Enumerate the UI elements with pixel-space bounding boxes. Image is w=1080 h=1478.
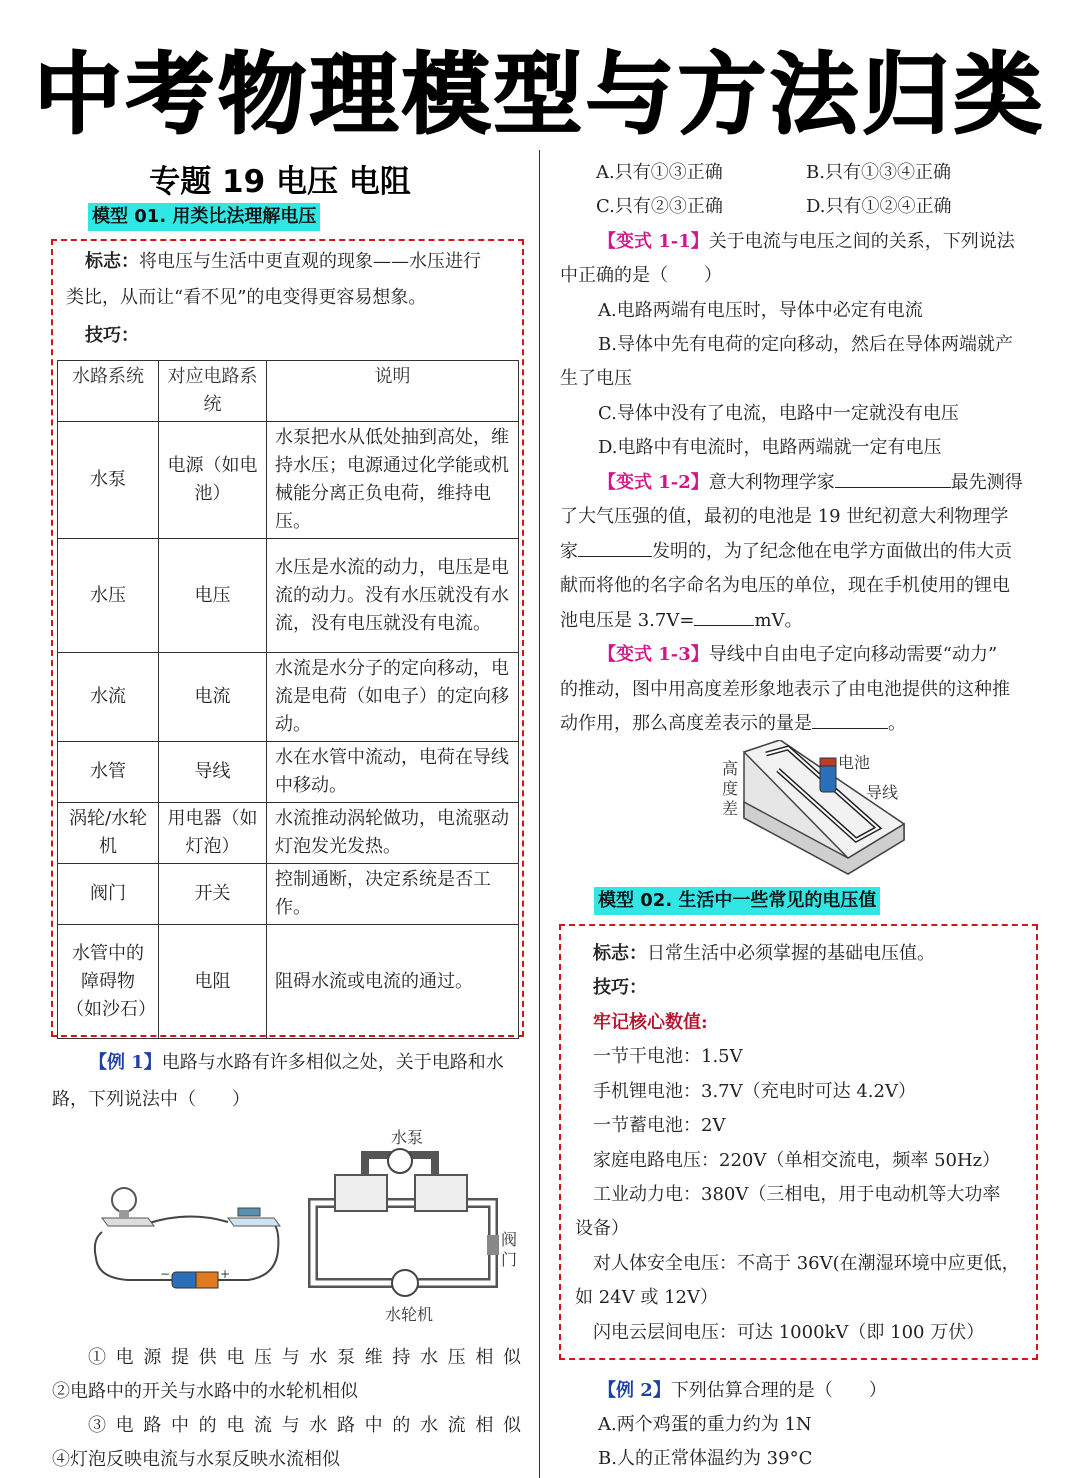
variant-1-2-text: 家 (560, 541, 578, 562)
variant-1-2-text: mV。 (754, 610, 803, 631)
valve-label-1: 阀 (501, 1230, 518, 1249)
option-c: C.只有②③正确 (596, 196, 723, 217)
table-header: 对应电路系统 (159, 361, 267, 422)
table-cell: 电压 (159, 539, 267, 653)
height-label-1: 高 (722, 759, 739, 778)
example2-option: B.人的正常体温约为 39°C (598, 1448, 813, 1469)
model2-sign (593, 936, 935, 971)
variant-1-2-text: 最先测得 (950, 472, 1023, 493)
voltage-value-cont: 如 24V 或 12V） (575, 1287, 718, 1308)
voltage-value: 工业动力电：380V（三相电，用于电动机等大功率 (593, 1184, 1001, 1205)
sign-text: 日常生活中必须掌握的基础电压值。 (647, 943, 935, 964)
example1-text-cont: 路，下列说法中（ ） (52, 1089, 250, 1110)
topic-subtitle: 专题 19 电压 电阻 (149, 164, 411, 200)
circuit-figure (88, 1180, 288, 1300)
answer-blank[interactable] (812, 710, 888, 729)
variant-1-2-label: 【变式 1-2】 (598, 472, 709, 493)
example1-question (89, 1045, 524, 1080)
model1-sign (85, 244, 515, 279)
voltage-value-cont: 设备） (575, 1218, 629, 1239)
statement-3: ③电路中的电流与水路中的水流相似 (88, 1415, 521, 1436)
example1-label: 【例 1】 (89, 1052, 162, 1073)
voltage-value: 对人体安全电压：不高于 36V(在潮湿环境中应更低， (593, 1253, 1020, 1274)
variant-1-2-line3 (560, 534, 1012, 569)
answer-blank[interactable] (694, 607, 754, 626)
table-cell: 阀门 (58, 864, 159, 925)
example2-question (598, 1373, 887, 1408)
variant-1-3-text: 。 (888, 713, 906, 734)
example2-label: 【例 2】 (598, 1380, 671, 1401)
column-divider (539, 150, 540, 1478)
variant-1-1-option: C.导体中没有了电流，电路中一定就没有电压 (598, 403, 959, 424)
table-row (58, 742, 519, 803)
voltage-value: 家庭电路电压：220V（单相交流电，频率 50Hz） (593, 1150, 1001, 1171)
sign-label: 标志： (85, 251, 139, 272)
sign-label: 标志： (593, 943, 647, 964)
table-header: 说明 (267, 361, 519, 422)
statement-2: ②电路中的开关与水路中的水轮机相似 (52, 1381, 358, 1402)
answer-blank[interactable] (578, 538, 652, 557)
table-header: 水路系统 (58, 361, 159, 422)
variant-1-1-label: 【变式 1-1】 (598, 231, 709, 252)
core-values-label: 牢记核心数值: (593, 1012, 708, 1033)
battery-label: 电池 (838, 753, 871, 772)
variant-1-3 (598, 637, 1038, 672)
table-row (58, 539, 519, 653)
table-row (58, 653, 519, 742)
table-cell: 涡轮/水轮机 (58, 803, 159, 864)
table-row (58, 422, 519, 539)
variant-1-1-option: A.电路两端有电压时，导体中必定有电流 (598, 300, 923, 321)
valve-label-2: 门 (501, 1250, 518, 1269)
table-cell: 水压是水流的动力，电压是电流的动力。没有水压就没有水流，没有电压就没有电流。 (267, 539, 519, 653)
model1-tip-label: 技巧： (85, 325, 139, 346)
table-cell: 导线 (159, 742, 267, 803)
height-label-2: 度 (722, 779, 739, 798)
model1-sign-cont: 类比，从而让“看不见”的电变得更容易想象。 (66, 287, 427, 308)
pump-label: 水泵 (391, 1128, 424, 1147)
page-title: 中考物理模型与方法归类 (33, 43, 1046, 146)
variant-1-2-line5 (560, 603, 803, 638)
variant-1-2 (598, 465, 1038, 500)
variant-1-2-line4: 献而将他的名字命名为电压的单位，现在手机使用的锂电 (560, 575, 1010, 596)
example2-text: 下列估算合理的是（ ） (670, 1380, 887, 1401)
table-cell: 电阻 (159, 925, 267, 1039)
table-row (58, 803, 519, 864)
table-cell: 水压 (58, 539, 159, 653)
variant-1-2-text: 池电压是 3.7V= (560, 610, 695, 631)
example1-text: 电路与水路有许多相似之处，关于电路和水 (161, 1052, 504, 1073)
turbine-label: 水轮机 (385, 1305, 434, 1324)
option-a: A.只有①③正确 (596, 162, 723, 183)
table-cell: 水泵把水从低处抽到高处，维持水压；电源通过化学能或机械能分离正负电荷，维持电压。 (267, 422, 519, 539)
table-cell: 水流 (58, 653, 159, 742)
variant-1-1-text: 关于电流与电压之间的关系，下列说法 (708, 231, 1015, 252)
model2-tip-label: 技巧： (593, 977, 647, 998)
table-header-row (58, 361, 519, 422)
table-cell: 水管中的障碍物（如沙石） (58, 925, 159, 1039)
option-b: B.只有①③④正确 (806, 162, 951, 183)
variant-1-2-text: 发明的，为了纪念他在电学方面做出的伟大贡 (652, 541, 1012, 562)
voltage-value: 闪电云层间电压：可达 1000kV（即 100 万伏） (593, 1322, 985, 1343)
table-cell: 水流是水分子的定向移动，电流是电荷（如电子）的定向移动。 (267, 653, 519, 742)
voltage-value: 一节蓄电池：2V (593, 1115, 726, 1136)
sign-text: 将电压与生活中更直观的现象——水压进行 (139, 251, 481, 272)
table-cell: 水流推动涡轮做功，电流驱动灯泡发光发热。 (267, 803, 519, 864)
variant-1-1-option: D.电路中有电流时，电路两端就一定有电压 (598, 437, 942, 458)
voltage-value: 手机锂电池：3.7V（充电时可达 4.2V） (593, 1081, 916, 1102)
model1-tag: 模型 01. 用类比法理解电压 (88, 203, 320, 231)
water-circuit-figure (305, 1125, 525, 1330)
variant-1-2-line2: 了大气压强的值，最初的电池是 19 世纪初意大利物理学 (560, 506, 1009, 527)
voltage-value: 一节干电池：1.5V (593, 1046, 743, 1067)
table-cell: 水泵 (58, 422, 159, 539)
table-cell: 电源（如电池） (159, 422, 267, 539)
option-d: D.只有①②④正确 (806, 196, 952, 217)
statement-4: ④灯泡反映电流与水泵反映水流相似 (52, 1449, 340, 1470)
analogy-table (57, 360, 519, 1039)
variant-1-2-text: 意大利物理学家 (708, 472, 835, 493)
table-cell: 电流 (159, 653, 267, 742)
variant-1-3-line3 (560, 706, 906, 741)
svg-text:+: + (220, 1267, 231, 1281)
statement-1: ①电源提供电压与水泵维持水压相似 (88, 1347, 521, 1368)
variant-1-3-text: 导线中自由电子定向移动需要“动力” (708, 644, 998, 665)
variant-1-1-cont: 中正确的是（ ） (560, 265, 722, 286)
model2-tag: 模型 02. 生活中一些常见的电压值 (594, 887, 880, 915)
variant-1-1-option-cont: 生了电压 (560, 368, 632, 389)
variant-1-3-text: 动作用，那么高度差表示的量是 (560, 713, 812, 734)
wire-label: 导线 (866, 783, 899, 802)
table-cell: 开关 (159, 864, 267, 925)
answer-blank[interactable] (835, 469, 951, 488)
variant-1-1 (598, 224, 1038, 259)
example2-option: A.两个鸡蛋的重力约为 1N (598, 1414, 812, 1435)
table-cell: 控制通断，决定系统是否工作。 (267, 864, 519, 925)
variant-1-3-label: 【变式 1-3】 (598, 644, 709, 665)
table-row (58, 925, 519, 1039)
variant-1-3-line2: 的推动，图中用高度差形象地表示了由电池提供的这种推 (560, 679, 1010, 700)
svg-text:−: − (160, 1267, 171, 1281)
table-cell: 用电器（如灯泡） (159, 803, 267, 864)
table-cell: 水在水管中流动，电荷在导线中移动。 (267, 742, 519, 803)
table-row (58, 864, 519, 925)
table-cell: 阻碍水流或电流的通过。 (267, 925, 519, 1039)
height-difference-figure (718, 740, 914, 876)
variant-1-1-option: B.导体中先有电荷的定向移动，然后在导体两端就产 (598, 334, 1013, 355)
table-cell: 水管 (58, 742, 159, 803)
height-label-3: 差 (722, 799, 739, 818)
